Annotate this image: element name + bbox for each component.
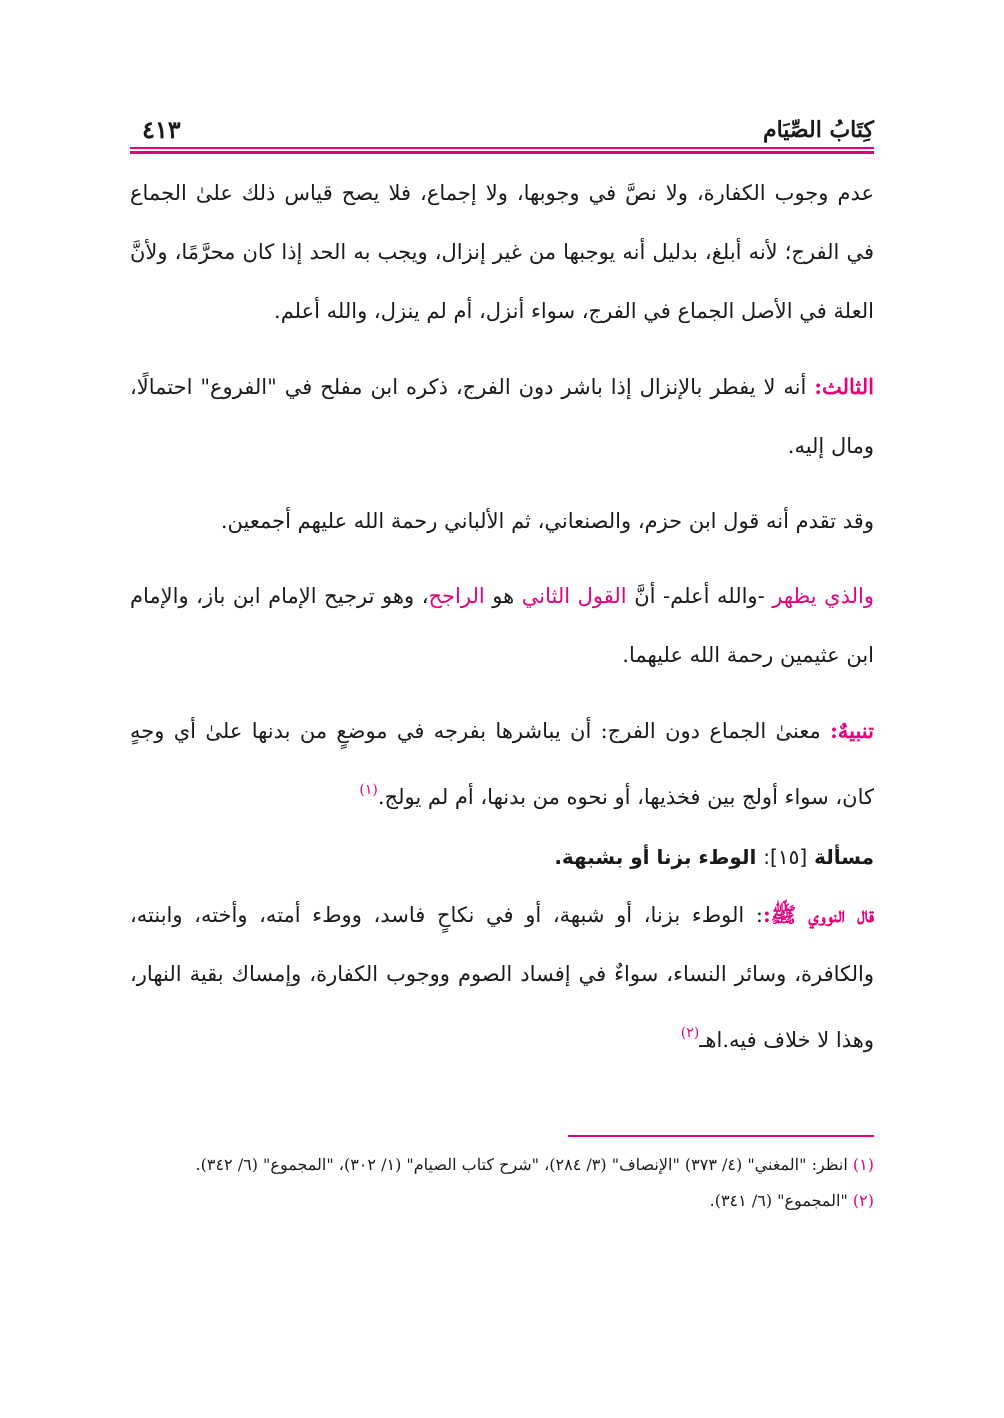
paragraph-1: عدم وجوب الكفارة، ولا نصَّ في وجوبها، ولا إجماع، فلا يصح قياس ذلك علىٰ الجماع في الفرج؛ لأنه أبلغ، بدليل أنه يوجبها من غير إنزال، ويجب به الحد إذا كان محرَّمًا، ولأنَّ العلة في الأصل الجماع في الفرج، سواء أنزل، أم لم ينزل، والله أعلم.: [130, 181, 874, 323]
footnote-2: [130, 1188, 874, 1214]
paragraph-5-text: معنىٰ الجماع دون الفرج: أن يباشرها بفرجه في موضعٍ من بدنها علىٰ أي وجهٍ كان، سواء أولج بين فخذيها، أو نحوه من بدنها، أم لم يولج.: [130, 719, 874, 809]
paragraph-2-text: أنه لا يفطر بالإنزال إذا باشر دون الفرج، ذكره ابن مفلح في "الفروع" احتمالًا، ومال إليه.: [130, 375, 874, 458]
paragraph-5: [130, 701, 874, 827]
section-heading: [130, 833, 874, 881]
paragraph-3: وقد تقدم أنه قول ابن حزم، والصنعاني، ثم الألباني رحمة الله عليهم أجمعين.: [220, 509, 874, 533]
footnote-1-text: انظر: "المغني" (٤/ ٣٧٣) "الإنصاف" (٣/ ٢٨٤)، "شرح كتاب الصيام" (١/ ٣٠٢)، "المجموع" (٦/ ٣٤٢).: [195, 1155, 853, 1174]
heading-number: [١٥]:: [763, 845, 808, 869]
page-number: ٤١٣: [142, 115, 181, 144]
paragraph-4-mid2: هو: [484, 584, 522, 608]
paragraph-4-highlight-opinion: القول الثاني: [521, 584, 627, 608]
paragraph-2-label: الثالث:: [814, 374, 874, 399]
footnotes: [130, 1152, 874, 1224]
footnote-2-number: (٢): [852, 1191, 874, 1210]
paragraph-6-text: : الوطء بزنا، أو شبهة، أو في نكاحٍ فاسد، ووطء أمته، وأخته، وابنته، والكافرة، وسائر النساء، سواءٌ في إفساد الصوم ووجوب الكفارة، وإمساك بقية النهار، وهذا لا خلاف فيه.اهـ: [130, 903, 874, 1052]
paragraph-6: [130, 885, 874, 1070]
paragraph-4-highlight-preferred: الراجح: [428, 584, 485, 608]
footnote-1-number: (١): [852, 1155, 874, 1174]
header-rule-thin: [130, 147, 874, 149]
page-header: [130, 112, 874, 148]
heading-title: الوطء بزنا أو بشبهة.: [554, 845, 764, 869]
paragraph-4-mid1: -والله أعلم- أنَّ: [626, 584, 773, 608]
paragraph-4-lead: والذي يظهر: [772, 584, 874, 608]
main-text: [130, 164, 874, 1070]
header-rule-thick: [130, 151, 874, 154]
footnote-ref-1[interactable]: (١): [359, 782, 378, 798]
footnote-rule: [568, 1135, 874, 1137]
running-title: كِتَابُ الصِّيَام: [762, 117, 874, 143]
paragraph-4-tail: ، وهو ترجيح الإمام ابن باز، والإمام ابن عثيمين رحمة الله عليهما.: [130, 584, 874, 667]
paragraph-6-label: قال النووي ﷺ:: [762, 902, 874, 927]
heading-prefix: مسألة: [807, 845, 874, 869]
paragraph-4: [130, 567, 874, 685]
paragraph-2: [130, 357, 874, 476]
footnote-2-text: "المجموع" (٦/ ٣٤١).: [709, 1191, 853, 1210]
paragraph-5-label: تنبيهٌ:: [830, 718, 874, 743]
footnote-1: [130, 1152, 874, 1178]
footnote-ref-2[interactable]: (٢): [680, 1025, 700, 1041]
